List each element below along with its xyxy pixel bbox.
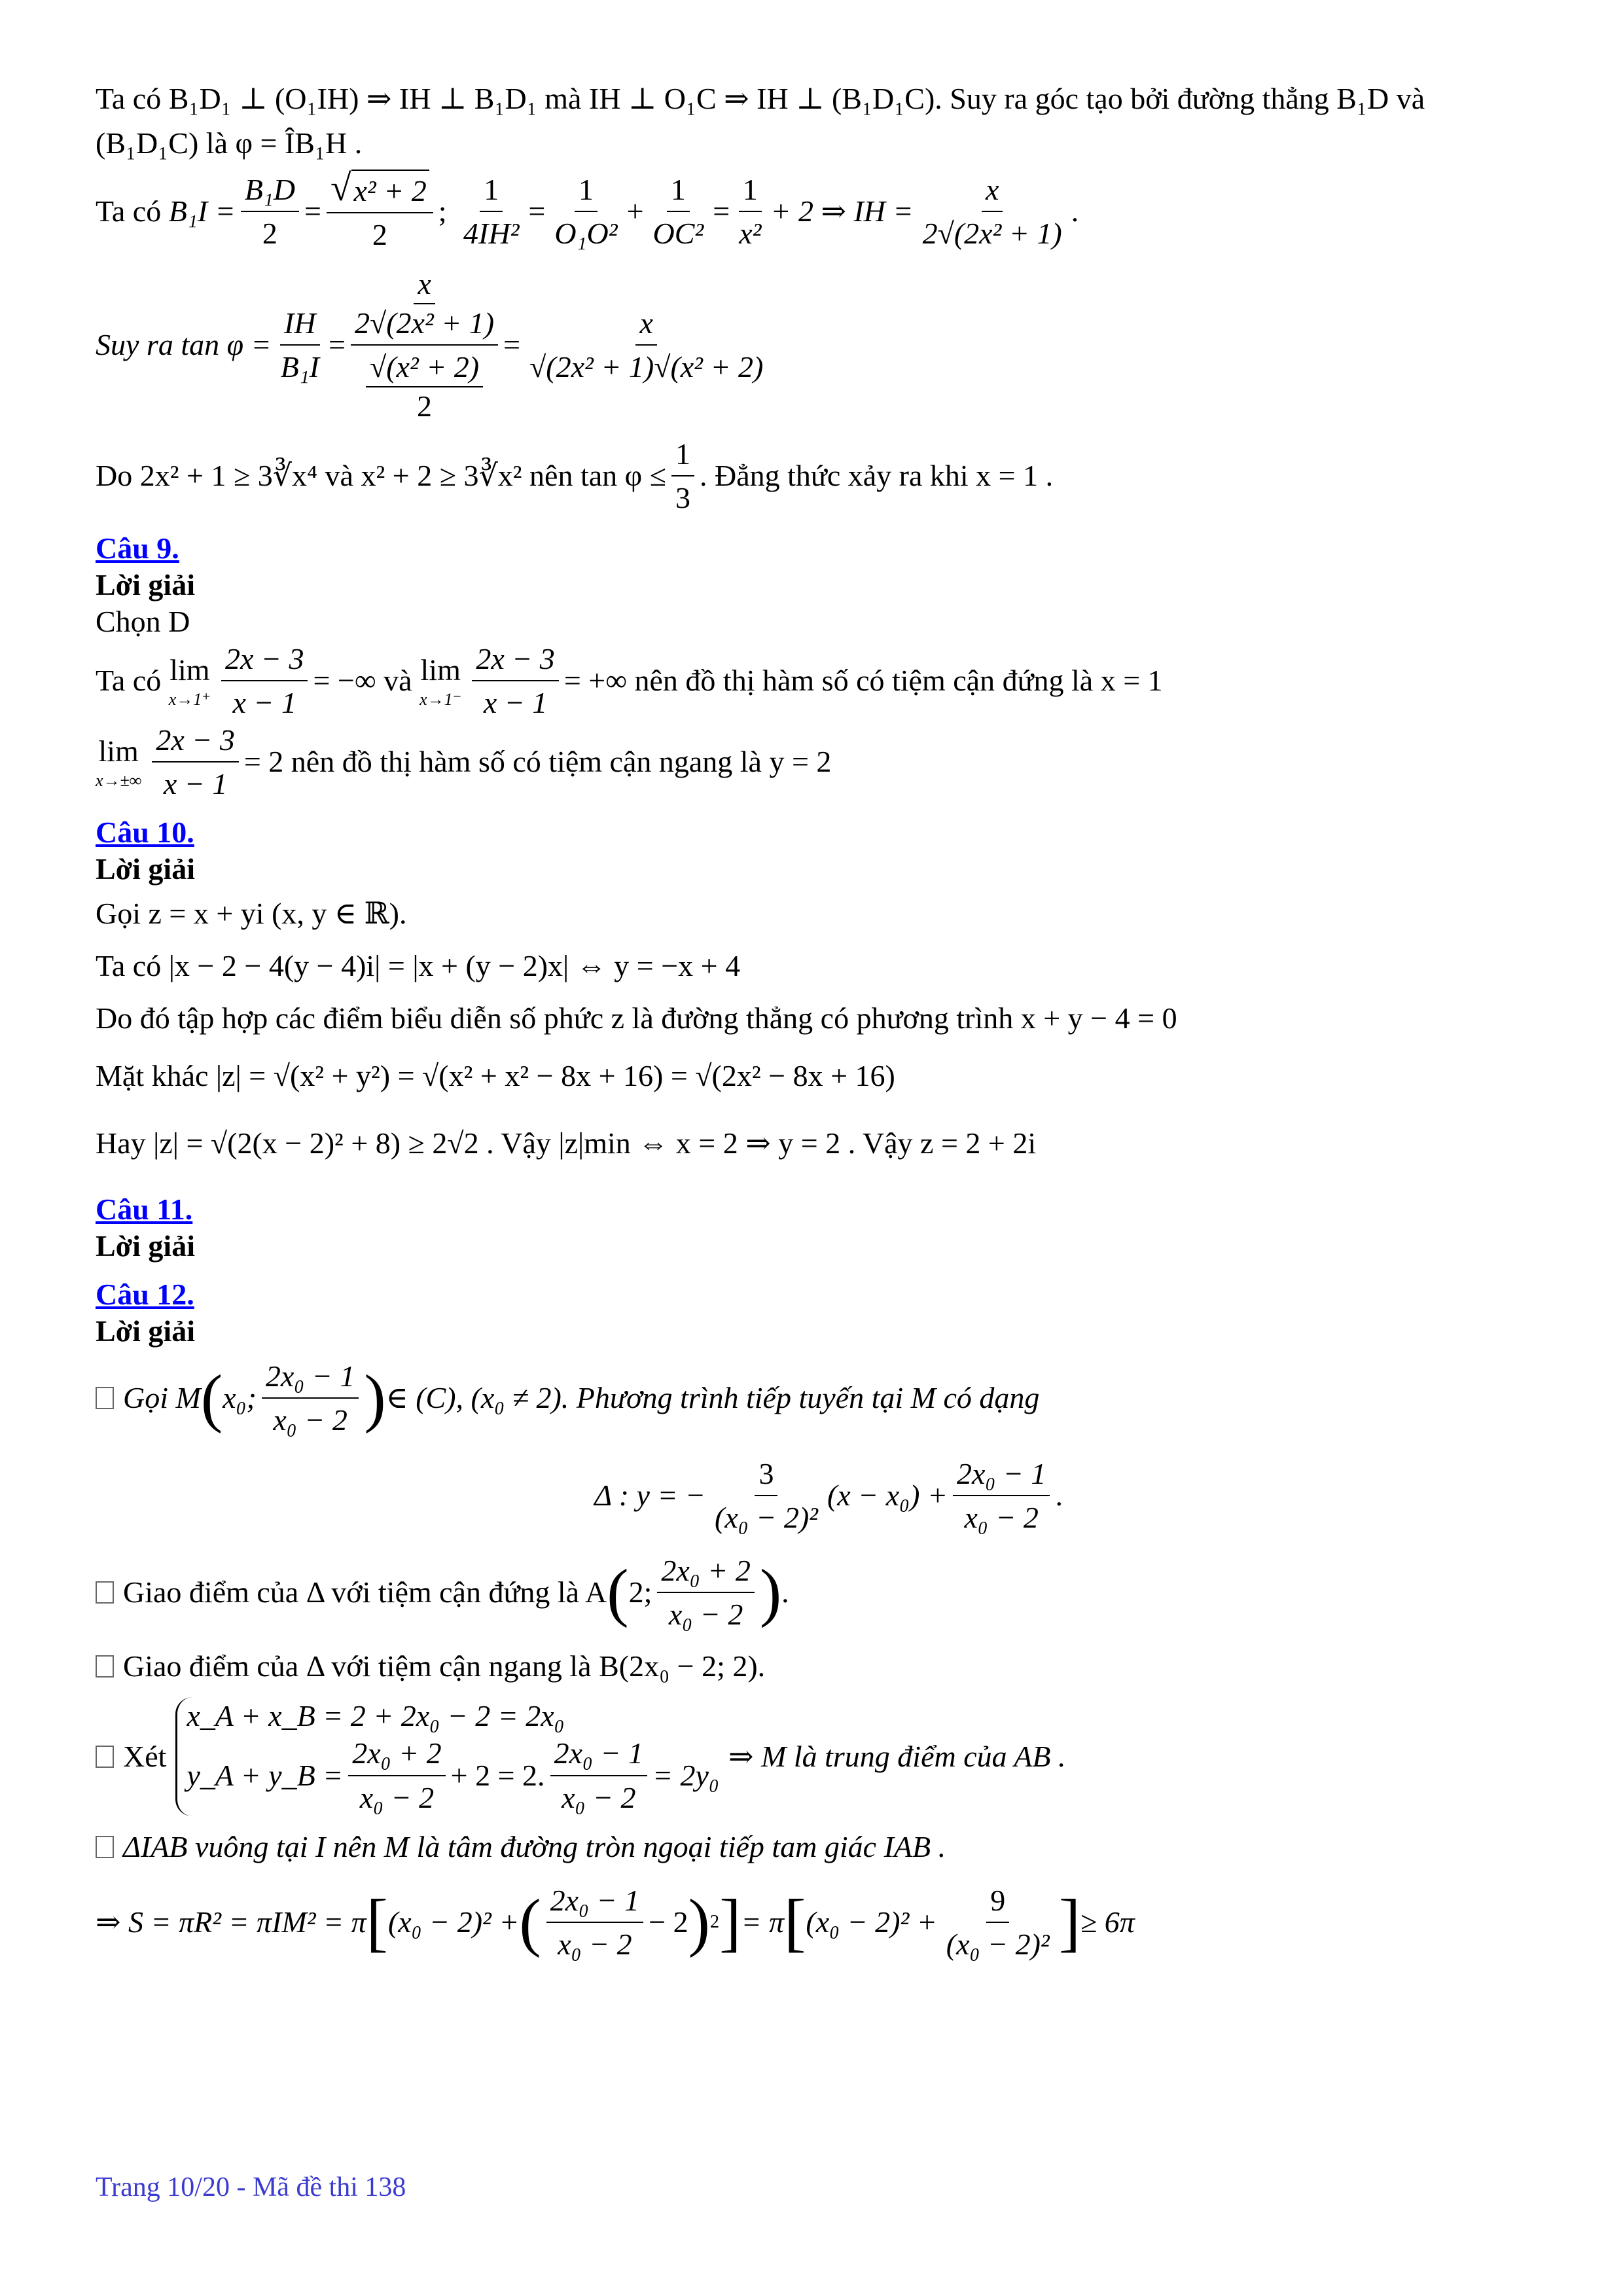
q9-line1 bbox=[96, 640, 1561, 721]
fraction-num: 1 bbox=[671, 435, 694, 477]
q12-heading: Câu 12. bbox=[96, 1278, 194, 1312]
fraction-den: OC² bbox=[652, 217, 704, 250]
text-ta-co: Ta có bbox=[96, 194, 162, 228]
text-eq-pi: = π bbox=[741, 1905, 785, 1939]
text-equality: . Đẳng thức xảy ra khi x = 1 . bbox=[699, 459, 1054, 493]
fraction-one-third bbox=[671, 435, 694, 517]
q12-bullet1: Gọi M ( x₀; $\frac{\text{2x₀ − 1}}{\text{x₀ − 2}}$ ) ∈ (C), (x₀ ≠ 2). Phương trình tiếp tuyến tại M có dạng bbox=[96, 1350, 1561, 1446]
q12-bullet5 bbox=[96, 1821, 1561, 1873]
fraction-den: O₁O² bbox=[554, 217, 618, 250]
q11-solution-label: Lời giải bbox=[96, 1229, 195, 1263]
fraction-tan-result bbox=[526, 304, 767, 386]
fraction-slope bbox=[711, 1455, 822, 1537]
text-2: 2; bbox=[628, 1575, 652, 1609]
fraction-2x3-over-x1 bbox=[472, 640, 558, 722]
fraction-den: x₀ − 2 bbox=[273, 1403, 348, 1437]
text-x-minus-x0: (x − x₀) + bbox=[827, 1479, 948, 1513]
lim-word: lim bbox=[98, 734, 139, 768]
system-row-1: x_A + x_B = 2 + 2x₀ − 2 = 2x₀ bbox=[187, 1698, 565, 1732]
q9-line2 bbox=[96, 721, 1561, 802]
fraction-sys-b bbox=[550, 1734, 647, 1816]
text-period: . bbox=[1055, 1479, 1063, 1513]
fraction-1-over-o1o2 bbox=[550, 171, 621, 253]
fraction-2x3-over-x1 bbox=[221, 640, 308, 722]
fraction-point-y bbox=[262, 1357, 359, 1439]
fraction-y0 bbox=[953, 1455, 1050, 1537]
text-x0: x₀; bbox=[223, 1381, 257, 1415]
q11-heading: Câu 11. bbox=[96, 1193, 193, 1227]
fraction-final-b bbox=[942, 1882, 1054, 1964]
fraction-num: 3 bbox=[755, 1455, 777, 1497]
q8-line2: (B₁D₁C) là φ = ÎB₁H . bbox=[96, 126, 363, 160]
fraction-num: 9 bbox=[986, 1882, 1009, 1924]
q12-bullet2: Giao điểm của Δ với tiệm cận đứng là A ( 2; $\frac{\text{2x₀ + 2}}{\text{x₀ − 2}}$ ) . bbox=[96, 1545, 1561, 1640]
q8-line5 bbox=[96, 433, 1561, 518]
text-xet: Xét bbox=[123, 1740, 167, 1774]
q10-line5: Hay |z| = √(2(x − 2)² + 8) ≥ 2√2 . Vậy |z|min ⇔ x = 2 ⇒ y = 2 . Vậy z = 2 + 2i bbox=[96, 1126, 1037, 1160]
text-tangent-intro: ∈ (C), (x₀ ≠ 2). Phương trình tiếp tuyến tại M có dạng bbox=[385, 1381, 1040, 1415]
fraction-num: 1 bbox=[575, 171, 597, 213]
fraction-den: x₀ − 2 bbox=[359, 1780, 435, 1814]
q8-line3: Ta có B₁I = $\frac{\text{B₁D}}{2}$ = √ x² + 2 2 ; $\frac{1}{\text{4IH²}}$ = $\frac{1}{\text{O₁O²}}$ + $\frac{1}{\text{OC²}}$ = $\frac{1}{\text{x²}}$ + 2 ⇒ IH = $\frac{x}{\text{2√(2x² + 1)}}$ . bbox=[96, 166, 1561, 257]
fraction-num: 2x − 3 bbox=[472, 640, 558, 682]
inner-num: x bbox=[414, 265, 435, 304]
compound-fraction bbox=[351, 265, 498, 425]
q9-choice: Chọn D bbox=[96, 605, 190, 639]
text-vertical-asymptote: = +∞ nên đồ thị hàm số có tiệm cận đứng là x = 1 bbox=[563, 664, 1163, 698]
text-circumcenter: ΔIAB vuông tại I nên M là tâm đường tròn ngoại tiếp tam giác IAB . bbox=[123, 1830, 946, 1864]
fraction-num: 1 bbox=[480, 171, 503, 213]
lim-sub: x→1⁻ bbox=[419, 689, 462, 709]
text-intersection-horizontal: Giao điểm của Δ với tiệm cận ngang là B(2x₀ − 2; 2). bbox=[123, 1649, 766, 1683]
fraction-num: 2x − 3 bbox=[221, 640, 308, 682]
limit-1plus bbox=[169, 651, 211, 710]
text-x0-minus-2-sq: (x₀ − 2)² + bbox=[806, 1905, 937, 1939]
fraction-num: B₁D bbox=[241, 171, 299, 213]
q9-heading: Câu 9. bbox=[96, 531, 179, 565]
lim-sub: x→1⁺ bbox=[168, 689, 211, 709]
text-plus2-ih: + 2 ⇒ IH = bbox=[770, 194, 914, 228]
q12-bullet3 bbox=[96, 1640, 1561, 1693]
lim-word: lim bbox=[420, 653, 461, 687]
text-suy-ra: Suy ra tan φ = bbox=[96, 328, 272, 362]
inner-den: 2 bbox=[417, 389, 433, 423]
page-footer: Trang 10/20 - Mã đề thi 138 bbox=[96, 2172, 406, 2202]
q9-solution-label: Lời giải bbox=[96, 568, 195, 602]
fraction-num: 2x₀ − 1 bbox=[550, 1734, 647, 1776]
q12-tangent-equation bbox=[96, 1446, 1561, 1545]
text-2y0: = 2y₀ bbox=[652, 1759, 719, 1792]
b1i-label: B₁I = bbox=[168, 194, 236, 228]
q10-line4: Mặt khác |z| = √(x² + y²) = √(x² + x² − 8x + 16) = √(2x² − 8x + 16) bbox=[96, 1059, 895, 1093]
sqrt-arg: x² + 2 bbox=[351, 170, 429, 210]
lim-word: lim bbox=[169, 653, 210, 687]
text-minus-2: − 2 bbox=[649, 1905, 688, 1939]
lim-sub: x→±∞ bbox=[96, 770, 142, 790]
text-midpoint: ⇒ M là trung điểm của AB . bbox=[728, 1740, 1066, 1774]
text-do-line: Do 2x² + 1 ≥ 3∛x⁴ và x² + 2 ≥ 3∛x² nên tan φ ≤ bbox=[96, 459, 666, 493]
bullet-box-icon bbox=[96, 1581, 114, 1604]
fraction-1-over-x2 bbox=[735, 171, 765, 253]
q12-bullet4 bbox=[96, 1693, 1561, 1821]
fraction-a-y bbox=[657, 1552, 754, 1634]
fraction-den: 2 bbox=[372, 218, 387, 251]
fraction-sys-a bbox=[348, 1734, 445, 1816]
bullet-box-icon bbox=[96, 1655, 114, 1677]
fraction-den: 4IH² bbox=[463, 217, 520, 250]
fraction-sqrt-over-2 bbox=[327, 167, 433, 254]
text-ge-6pi: ≥ 6π bbox=[1080, 1905, 1135, 1939]
bullet-box-icon bbox=[96, 1746, 114, 1768]
text-period: . bbox=[781, 1575, 789, 1609]
text-goi-m: Gọi M bbox=[123, 1381, 201, 1415]
text-eq-minus-inf: = −∞ và bbox=[313, 664, 412, 698]
fraction-den: (x₀ − 2)² bbox=[946, 1928, 1050, 1961]
text-ya-yb: y_A + y_B = bbox=[187, 1759, 344, 1792]
fraction-den: x − 1 bbox=[163, 767, 228, 800]
text-area-s: ⇒ S = πR² = πIM² = π bbox=[96, 1905, 366, 1939]
fraction-num: x bbox=[982, 171, 1003, 213]
fraction-den: x₀ − 2 bbox=[558, 1928, 632, 1961]
limit-inf bbox=[96, 732, 141, 791]
system-row-2 bbox=[187, 1734, 719, 1816]
q12-final-line: ⇒ S = πR² = πIM² = π [ (x₀ − 2)² + ( $\frac{\text{2x₀ − 1}}{\text{x₀ − 2}}$ − 2 ) 2 ] = π [ (x₀ − 2)² + $\frac{9}{\text{(x₀ − 2)²}}$ ] ≥ 6π bbox=[96, 1873, 1561, 1971]
inner-den: 2√(2x² + 1) bbox=[354, 306, 495, 340]
semicolon: ; bbox=[438, 194, 447, 228]
fraction-den: x₀ − 2 bbox=[964, 1501, 1039, 1534]
q10-solution-label: Lời giải bbox=[96, 852, 195, 886]
fraction-1-over-oc2 bbox=[649, 171, 708, 253]
q8-line4: Suy ra tan φ = $\frac{IH}{\text{B₁I}}$ = $\frac{\frac{x}{\text{2√(2x² + 1)}}}{\frac{\text{√(x² + 2)}}{2}}$ = $\frac{x}{\text{√(2x² + 1)√(x² + 2)}}$ bbox=[96, 257, 1561, 433]
fraction-num: x bbox=[635, 304, 656, 346]
fraction-b1d-over-2 bbox=[241, 171, 299, 253]
q12-solution-label: Lời giải bbox=[96, 1314, 195, 1348]
fraction-den: x₀ − 2 bbox=[562, 1780, 636, 1814]
q10-heading: Câu 10. bbox=[96, 816, 194, 850]
fraction-den: x − 1 bbox=[483, 686, 548, 719]
text-intersection-vertical: Giao điểm của Δ với tiệm cận đứng là A bbox=[123, 1575, 607, 1609]
fraction-num: 2x₀ + 2 bbox=[657, 1552, 754, 1594]
fraction-den: x − 1 bbox=[232, 686, 296, 719]
fraction-den: x₀ − 2 bbox=[668, 1598, 743, 1631]
fraction-num: 2x₀ − 1 bbox=[953, 1455, 1050, 1497]
fraction-num: 2x − 3 bbox=[152, 721, 238, 763]
fraction-den: √(2x² + 1)√(x² + 2) bbox=[529, 350, 764, 384]
document-content bbox=[96, 77, 1561, 1971]
fraction-final-a bbox=[546, 1882, 643, 1964]
text-plus-2: + 2 = 2. bbox=[450, 1759, 545, 1792]
fraction-ih-over-b1i bbox=[277, 304, 323, 386]
fraction-den: 2√(2x² + 1) bbox=[922, 217, 1062, 250]
fraction-num: IH bbox=[280, 304, 320, 346]
text-x0-minus-2-sq: (x₀ − 2)² + bbox=[387, 1905, 520, 1939]
q10-line3: Do đó tập hợp các điểm biểu diễn số phức z là đường thẳng có phương trình x + y − 4 = 0 bbox=[96, 1001, 1177, 1035]
fraction-num: 1 bbox=[739, 171, 762, 213]
fraction-ih-result bbox=[919, 171, 1066, 253]
q8-line1: Ta có B₁D₁ ⊥ (O₁IH) ⇒ IH ⊥ B₁D₁ mà IH ⊥ O₁C ⇒ IH ⊥ (B₁D₁C). Suy ra góc tạo bởi đường thẳng B₁D và bbox=[96, 82, 1425, 116]
text-delta-y: Δ : y = − bbox=[594, 1479, 706, 1513]
inner-num: √(x² + 2) bbox=[366, 348, 483, 387]
fraction-den: B₁I bbox=[280, 350, 320, 384]
sqrt-x2-plus-2: √ x² + 2 bbox=[327, 170, 433, 214]
bullet-box-icon bbox=[96, 1387, 114, 1409]
fraction-num: 2x₀ + 2 bbox=[348, 1734, 445, 1776]
bullet-box-icon bbox=[96, 1836, 114, 1858]
q10-line2: Ta có |x − 2 − 4(y − 4)i| = |x + (y − 2)x| ⇔ y = −x + 4 bbox=[96, 949, 741, 983]
fraction-den: 3 bbox=[675, 481, 690, 514]
fraction-1-over-4ih2 bbox=[459, 171, 523, 253]
fraction-num: 2x₀ − 1 bbox=[546, 1882, 643, 1924]
fraction-den: 2 bbox=[262, 217, 277, 250]
fraction-num: 1 bbox=[667, 171, 690, 213]
fraction-den: x² bbox=[739, 217, 762, 250]
q10-line1: Gọi z = x + yi (x, y ∈ ℝ). bbox=[96, 897, 407, 931]
fraction-2x3-over-x1 bbox=[152, 721, 238, 803]
text-horizontal-asymptote: = 2 nên đồ thị hàm số có tiệm cận ngang là y = 2 bbox=[243, 745, 832, 779]
fraction-den: (x₀ − 2)² bbox=[715, 1501, 818, 1534]
limit-1minus bbox=[419, 651, 461, 710]
fraction-num: 2x₀ − 1 bbox=[262, 1357, 359, 1399]
text-ta-co: Ta có bbox=[96, 664, 162, 698]
equation-system bbox=[175, 1697, 719, 1817]
